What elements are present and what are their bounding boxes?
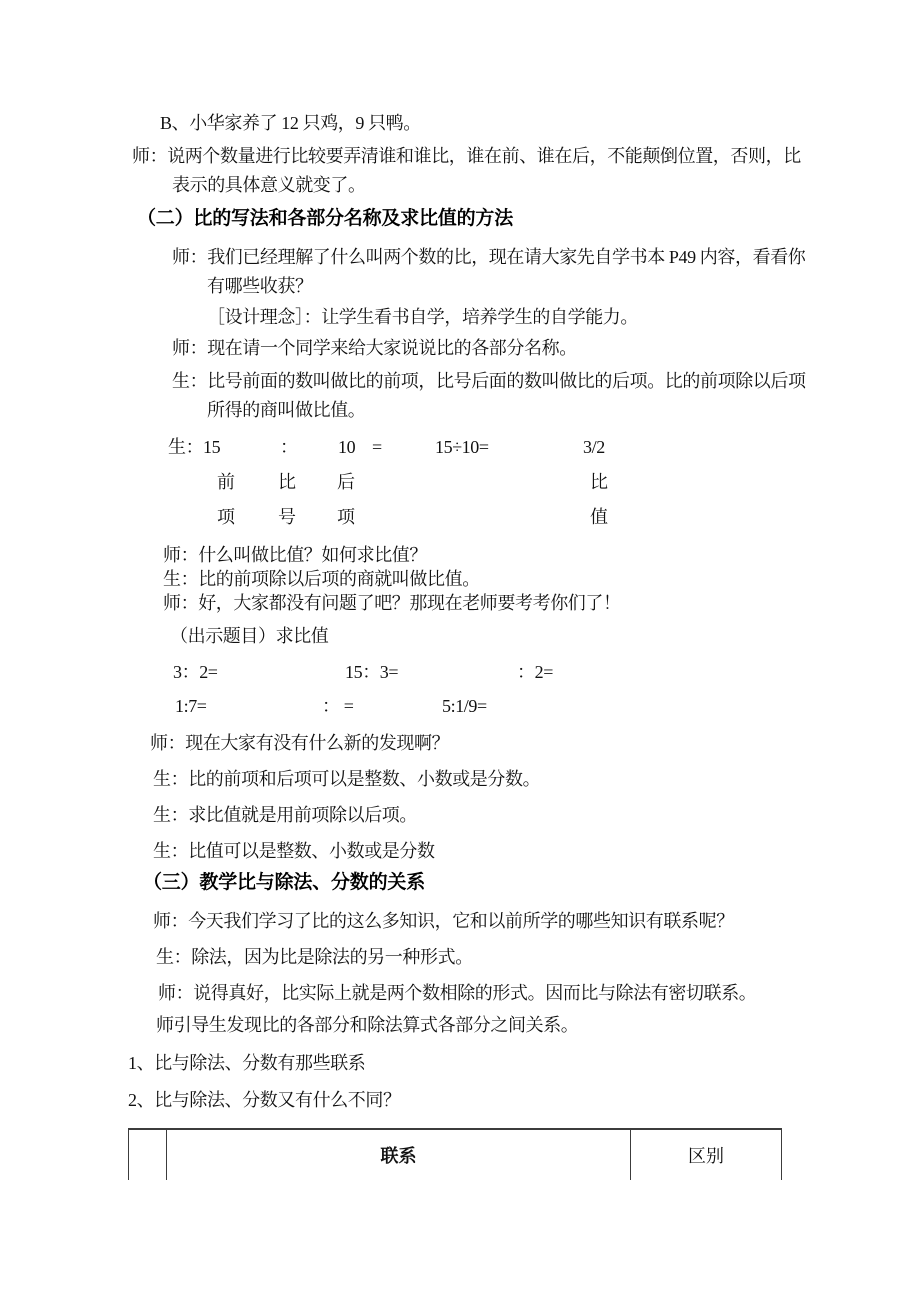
quiz-item: 15：3= [345,662,399,682]
label-front-term: 前 [217,472,235,492]
label-colon: 号 [278,507,296,527]
label-front-term: 项 [217,507,235,527]
ratio-colon: ： [280,437,298,457]
teacher-dialogue-line: 师：说两个数量进行比较要弄清谁和谁比，谁在前、谁在后，不能颠倒位置，否则，比 [132,146,801,166]
design-note: ［设计理念］：让学生看书自学，培养学生的自学能力。 [207,307,638,327]
ratio-prefix: 生： [168,437,204,457]
teacher-dialogue-line: 师：好，大家都没有问题了吧？那现在老师要考考你们了！ [163,593,621,613]
quiz-item: 1:7= [175,696,207,716]
numbered-question-1: 1、比与除法、分数有那些联系 [128,1053,366,1073]
student-dialogue-line: 生：求比值就是用前项除以后项。 [153,805,417,825]
label-back-term: 项 [337,507,355,527]
teacher-dialogue-line: 师：今天我们学习了比的这么多知识，它和以前所学的哪些知识有联系呢？ [153,911,734,931]
table-header-blank [128,1130,166,1180]
quiz-item: ：2= [517,662,553,682]
quiz-item: 3：2= [173,662,218,682]
label-colon: 比 [278,472,296,492]
teacher-guide-note: 师引导生发现比的各部分和除法算式各部分之间关系。 [156,1015,579,1035]
label-value: 值 [590,507,608,527]
label-back-term: 后 [337,472,355,492]
label-value: 比 [590,472,608,492]
teacher-dialogue-line: 有哪些收获？ [207,276,313,296]
student-dialogue-line: 生：比的前项和后项可以是整数、小数或是分数。 [153,769,541,789]
table-header-link: 联系 [166,1130,630,1180]
ratio-division: 15÷10= [435,437,489,457]
student-dialogue-line: 生：比的前项除以后项的商就叫做比值。 [163,569,480,589]
teacher-dialogue-line: 师：什么叫做比值？如何求比值？ [163,545,427,565]
relation-table [128,1128,782,1178]
ratio-value: 3/2 [583,437,605,457]
student-dialogue-line: 生：比值可以是整数、小数或是分数 [153,841,435,861]
ratio-front-term: 15 [203,437,221,457]
table-header-diff: 区别 [630,1130,782,1180]
teacher-dialogue-line: 师：现在大家有没有什么新的发现啊？ [150,733,450,753]
section-heading-3: （三）教学比与除法、分数的关系 [143,872,426,893]
ratio-back-term: 10 [338,437,356,457]
numbered-question-2: 2、比与除法、分数又有什么不同？ [128,1090,401,1110]
quiz-item: 5:1/9= [442,696,487,716]
teacher-dialogue-line: 师：说得真好，比实际上就是两个数相除的形式。因而比与除法有密切联系。 [158,983,757,1003]
list-item-b: B、小华家养了 12 只鸡，9 只鸭。 [160,113,421,133]
student-dialogue-line: 所得的商叫做比值。 [207,400,366,420]
teacher-dialogue-line: 师：我们已经理解了什么叫两个数的比，现在请大家先自学书本 P49 内容，看看你 [172,247,806,267]
quiz-title: （出示题目）求比值 [170,626,329,646]
section-heading-2: （二）比的写法和各部分名称及求比值的方法 [137,208,514,229]
student-dialogue-line: 生：除法，因为比是除法的另一种形式。 [156,947,473,967]
ratio-equals: = [372,437,382,457]
quiz-item: ： = [322,696,354,716]
teacher-dialogue-line: 表示的具体意义就变了。 [172,175,366,195]
student-dialogue-line: 生：比号前面的数叫做比的前项，比号后面的数叫做比的后项。比的前项除以后项 [172,371,806,391]
teacher-dialogue-line: 师：现在请一个同学来给大家说说比的各部分名称。 [172,338,577,358]
